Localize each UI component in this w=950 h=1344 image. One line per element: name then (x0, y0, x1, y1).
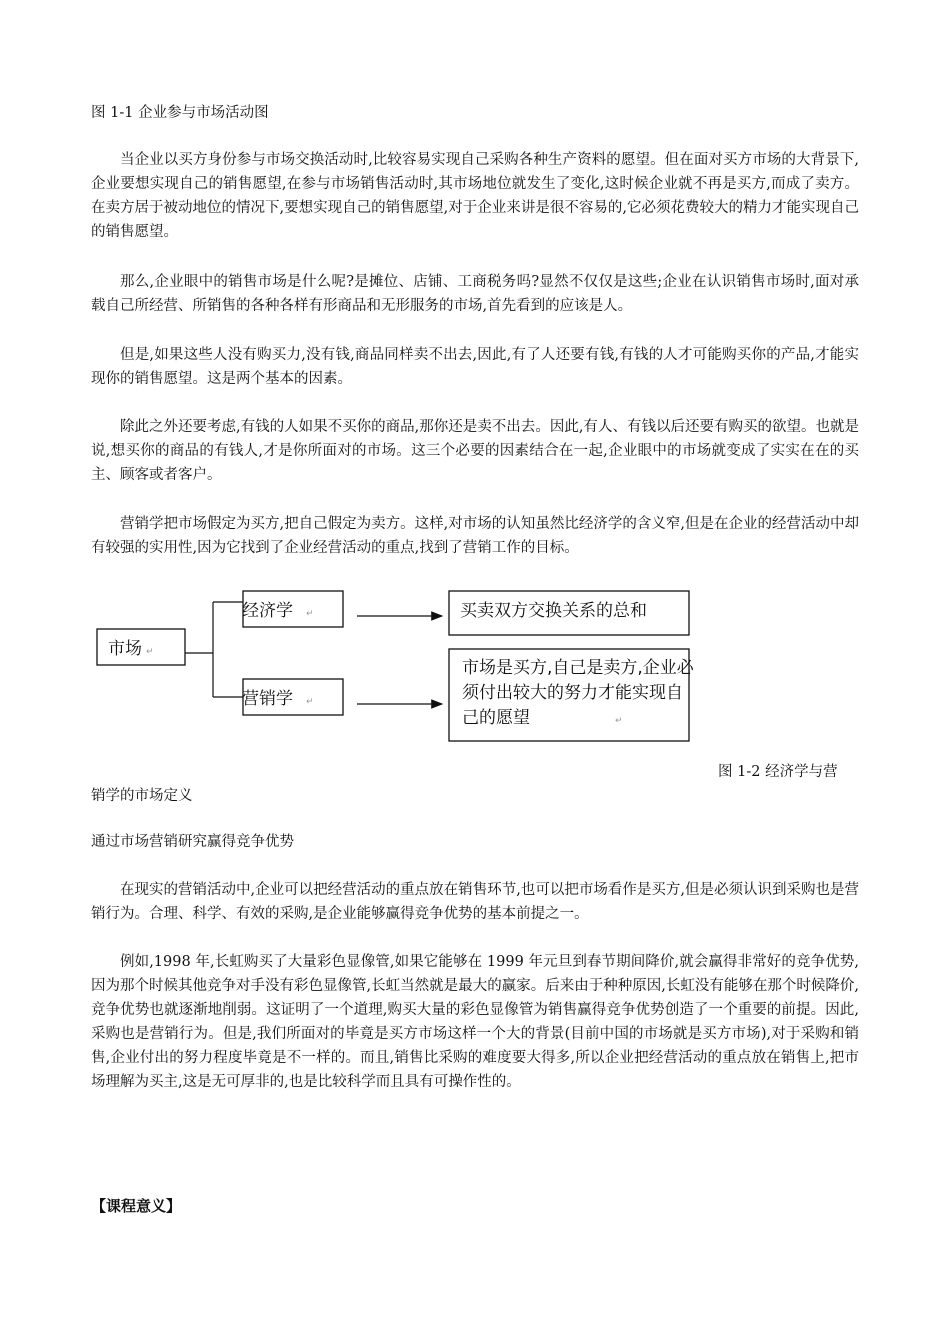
figure1-caption: 图 1-1 企业参与市场活动图 (91, 105, 269, 121)
marketing-label: 营销学 (242, 689, 293, 709)
paragraph-1: 当企业以买方身份参与市场交换活动时,比较容易实现自己采购各种生产资料的愿望。但在面对买方市场的大背景下,企业要想实现自己的销售愿望,在参与市场销售活动时,其市场地位就发生了变化,这时候企业就不再是买方,而成了卖方。在卖方居于被动地位的情况下,要想实现自己的销售愿望,对于企业来讲是很不容易的,它必须花费较大的精力才能实现自己的销售愿望。 (91, 152, 859, 240)
course-significance-title: 【课程意义】 (91, 1197, 182, 1215)
return-mark: ↵ (306, 609, 314, 619)
paragraph-3: 但是,如果这些人没有购买力,没有钱,商品同样卖不出去,因此,有了人还要有钱,有钱的人才可能购买你的产品,才能实现你的销售愿望。这是两个基本的因素。 (91, 347, 859, 387)
root-label: 市场 (108, 639, 142, 659)
paragraph-2: 那么,企业眼中的销售市场是什么呢?是摊位、店铺、工商税务吗?显然不仅仅是这些;企业在认识销售市场时,面对承载自己所经营、所销售的各种各样有形商品和无形服务的市场,首先看到的应该是人。 (91, 274, 859, 314)
return-mark: ↵ (306, 697, 314, 707)
result-bottom-line-2: 须付出较大的努力才能实现自 (462, 683, 683, 703)
paragraph-5: 营销学把市场假定为买方,把自己假定为卖方。这样,对市场的认知虽然比经济学的含义窄,但是在企业的经营活动中却有较强的实用性,因为它找到了企业经营活动的重点,找到了营销工作的目标。 (91, 516, 859, 556)
result-bottom-line-1: 市场是买方,自己是卖方,企业必 (462, 658, 694, 678)
paragraph-6: 在现实的营销活动中,企业可以把经营活动的重点放在销售环节,也可以把市场看作是买方,但是必须认识到采购也是营销行为。合理、科学、有效的采购,是企业能够赢得竞争优势的基本前提之一。 (91, 882, 859, 922)
figure2-caption-part1: 图 1-2 经济学与营 (718, 764, 838, 780)
result-top-label: 买卖双方交换关系的总和 (460, 601, 647, 621)
return-mark: ↵ (615, 716, 623, 726)
figure2-caption-part2: 销学的市场定义 (91, 788, 193, 804)
paragraph-7: 例如,1998 年,长虹购买了大量彩色显像管,如果它能够在 1999 年元旦到春节期间降价,就会赢得非常好的竞争优势,因为那个时候其他竞争对手没有彩色显像管,长虹当然就是最大的赢家。后来由于种种原因,长虹没有能够在那个时候降价,竞争优势也就逐渐地削弱。这证明了一个道理,购买大量的彩色显像管为销售赢得竞争优势创造了一个重要的前提。因此,采购也是营销行为。但是,我们所面对的毕竟是买方市场这样一个大的背景(目前中国的市场就是买方市场),对于采购和销售,企业付出的努力程度毕竟是不一样的。而且,销售比采购的难度要大得多,所以企业把经营活动的重点放在销售上,把市场理解为买主,这是无可厚非的,也是比较科学而且具有可操作性的。 (91, 954, 859, 1090)
paragraph-4: 除此之外还要考虑,有钱的人如果不买你的商品,那你还是卖不出去。因此,有人、有钱以后还要有购买的欲望。也就是说,想买你的商品的有钱人,才是你所面对的市场。这三个必要的因素结合在一起,企业眼中的市场就变成了实实在在的买主、顾客或者客户。 (91, 419, 859, 483)
market-definition-diagram (95, 585, 695, 745)
result-bottom-line-3: 己的愿望 (462, 708, 530, 728)
economics-label: 经济学 (242, 601, 293, 621)
section-heading: 通过市场营销研究赢得竞争优势 (91, 834, 294, 850)
return-mark: ↵ (146, 647, 154, 657)
